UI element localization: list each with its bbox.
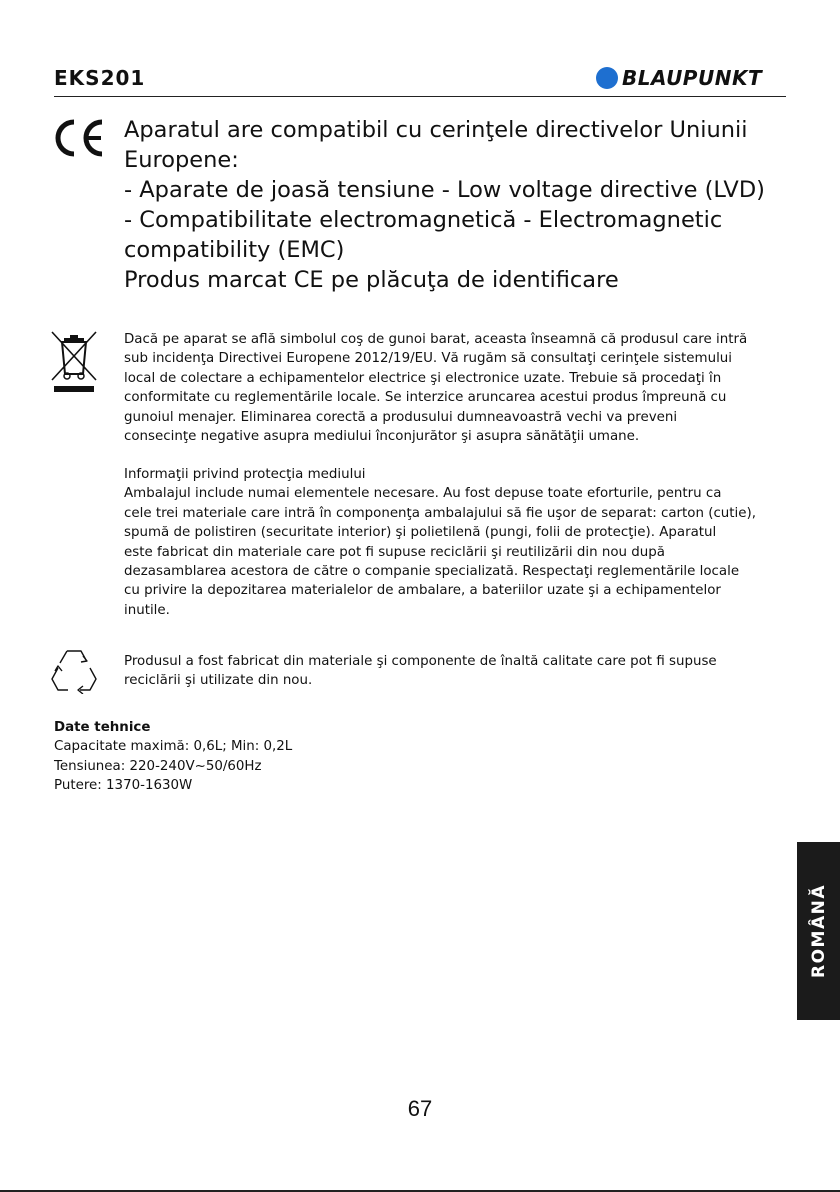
environment-line: spumă de polistiren (securitate interior) şi polietilenă (pungi, folii de protecţie). Aparatul (124, 525, 717, 541)
ce-line: Europene: (124, 147, 239, 173)
ce-compliance-text (124, 115, 804, 295)
crossed-bin-icon (48, 330, 100, 396)
environment-line: cele trei materiale care intră în componenţa ambalajului să fie uşor de separat: carton (cutie), (124, 505, 756, 521)
weee-line: gunoiul menajer. Eliminarea corectă a produsului dumneavoastră vechi va preveni (124, 409, 678, 425)
ce-line: Produs marcat CE pe plăcuţa de identificare (124, 267, 619, 293)
recycle-icon (50, 648, 98, 694)
environment-line: cu privire la depozitarea materialelor de ambalare, a bateriilor uzate şi a echipamentelor (124, 583, 721, 599)
technical-line: Capacitate maximă: 0,6L; Min: 0,2L (54, 739, 293, 755)
page-number: 67 (407, 1096, 433, 1121)
recycle-line: reciclării şi utilizate din nou. (124, 673, 313, 689)
brand-name: BLAUPUNKT (622, 66, 763, 90)
environment-line: este fabricat din materiale care pot fi supuse reciclării şi reutilizării din nou după (124, 544, 665, 560)
environment-line: inutile. (124, 602, 170, 618)
technical-data (54, 718, 292, 796)
language-tab (797, 842, 840, 1020)
recycle-paragraph (124, 652, 794, 691)
ce-line: compatibility (EMC) (124, 237, 345, 263)
technical-line: Putere: 1370-1630W (54, 778, 193, 794)
technical-line: Tensiunea: 220-240V~50/60Hz (54, 758, 262, 774)
environment-line: Ambalajul include numai elementele necesare. Au fost depuse toate eforturile, pentru ca (124, 486, 722, 502)
ce-line: - Aparate de joasă tensiune - Low voltage directive (LVD) (124, 177, 765, 203)
ce-mark-icon (52, 118, 108, 158)
model-name: EKS201 (54, 66, 146, 90)
technical-heading: Date tehnice (54, 720, 151, 735)
weee-line: Dacă pe aparat se află simbolul coş de gunoi barat, aceasta înseamnă că produsul care intră (124, 332, 748, 347)
weee-line: sub incidenţa Directivei Europene 2012/19/EU. Vă rugăm să consultaţi cerinţele sistemului (124, 351, 732, 367)
recycle-line: Produsul a fost fabricat din materiale şi componente de înaltă calitate care pot fi supuse (124, 654, 717, 669)
ce-line: Aparatul are compatibil cu cerinţele directivelor Uniunii (124, 117, 748, 143)
brand-logo (596, 64, 762, 92)
environment-line: Informaţii privind protecţia mediului (124, 467, 366, 482)
weee-line: consecinţe negative asupra mediului înconjurător şi asupra sănătăţii umane. (124, 429, 640, 445)
language-tab-label: ROMÂNĂ (808, 884, 829, 978)
ce-line: - Compatibilitate electromagnetică - Electromagnetic (124, 207, 723, 233)
weee-paragraph (124, 330, 794, 446)
environment-paragraph (124, 465, 794, 620)
environment-line: dezasamblarea acestora de către o companie specializată. Respectaţi reglementările locale (124, 564, 740, 580)
brand-dot-icon (596, 67, 618, 89)
header-divider (54, 96, 786, 97)
weee-line: local de colectare a echipamentelor electrice şi electronice uzate. Trebuie să procedaţi în (124, 370, 722, 386)
weee-line: conformitate cu reglementările locale. Se interzice aruncarea acestui produs împreună cu (124, 390, 727, 406)
